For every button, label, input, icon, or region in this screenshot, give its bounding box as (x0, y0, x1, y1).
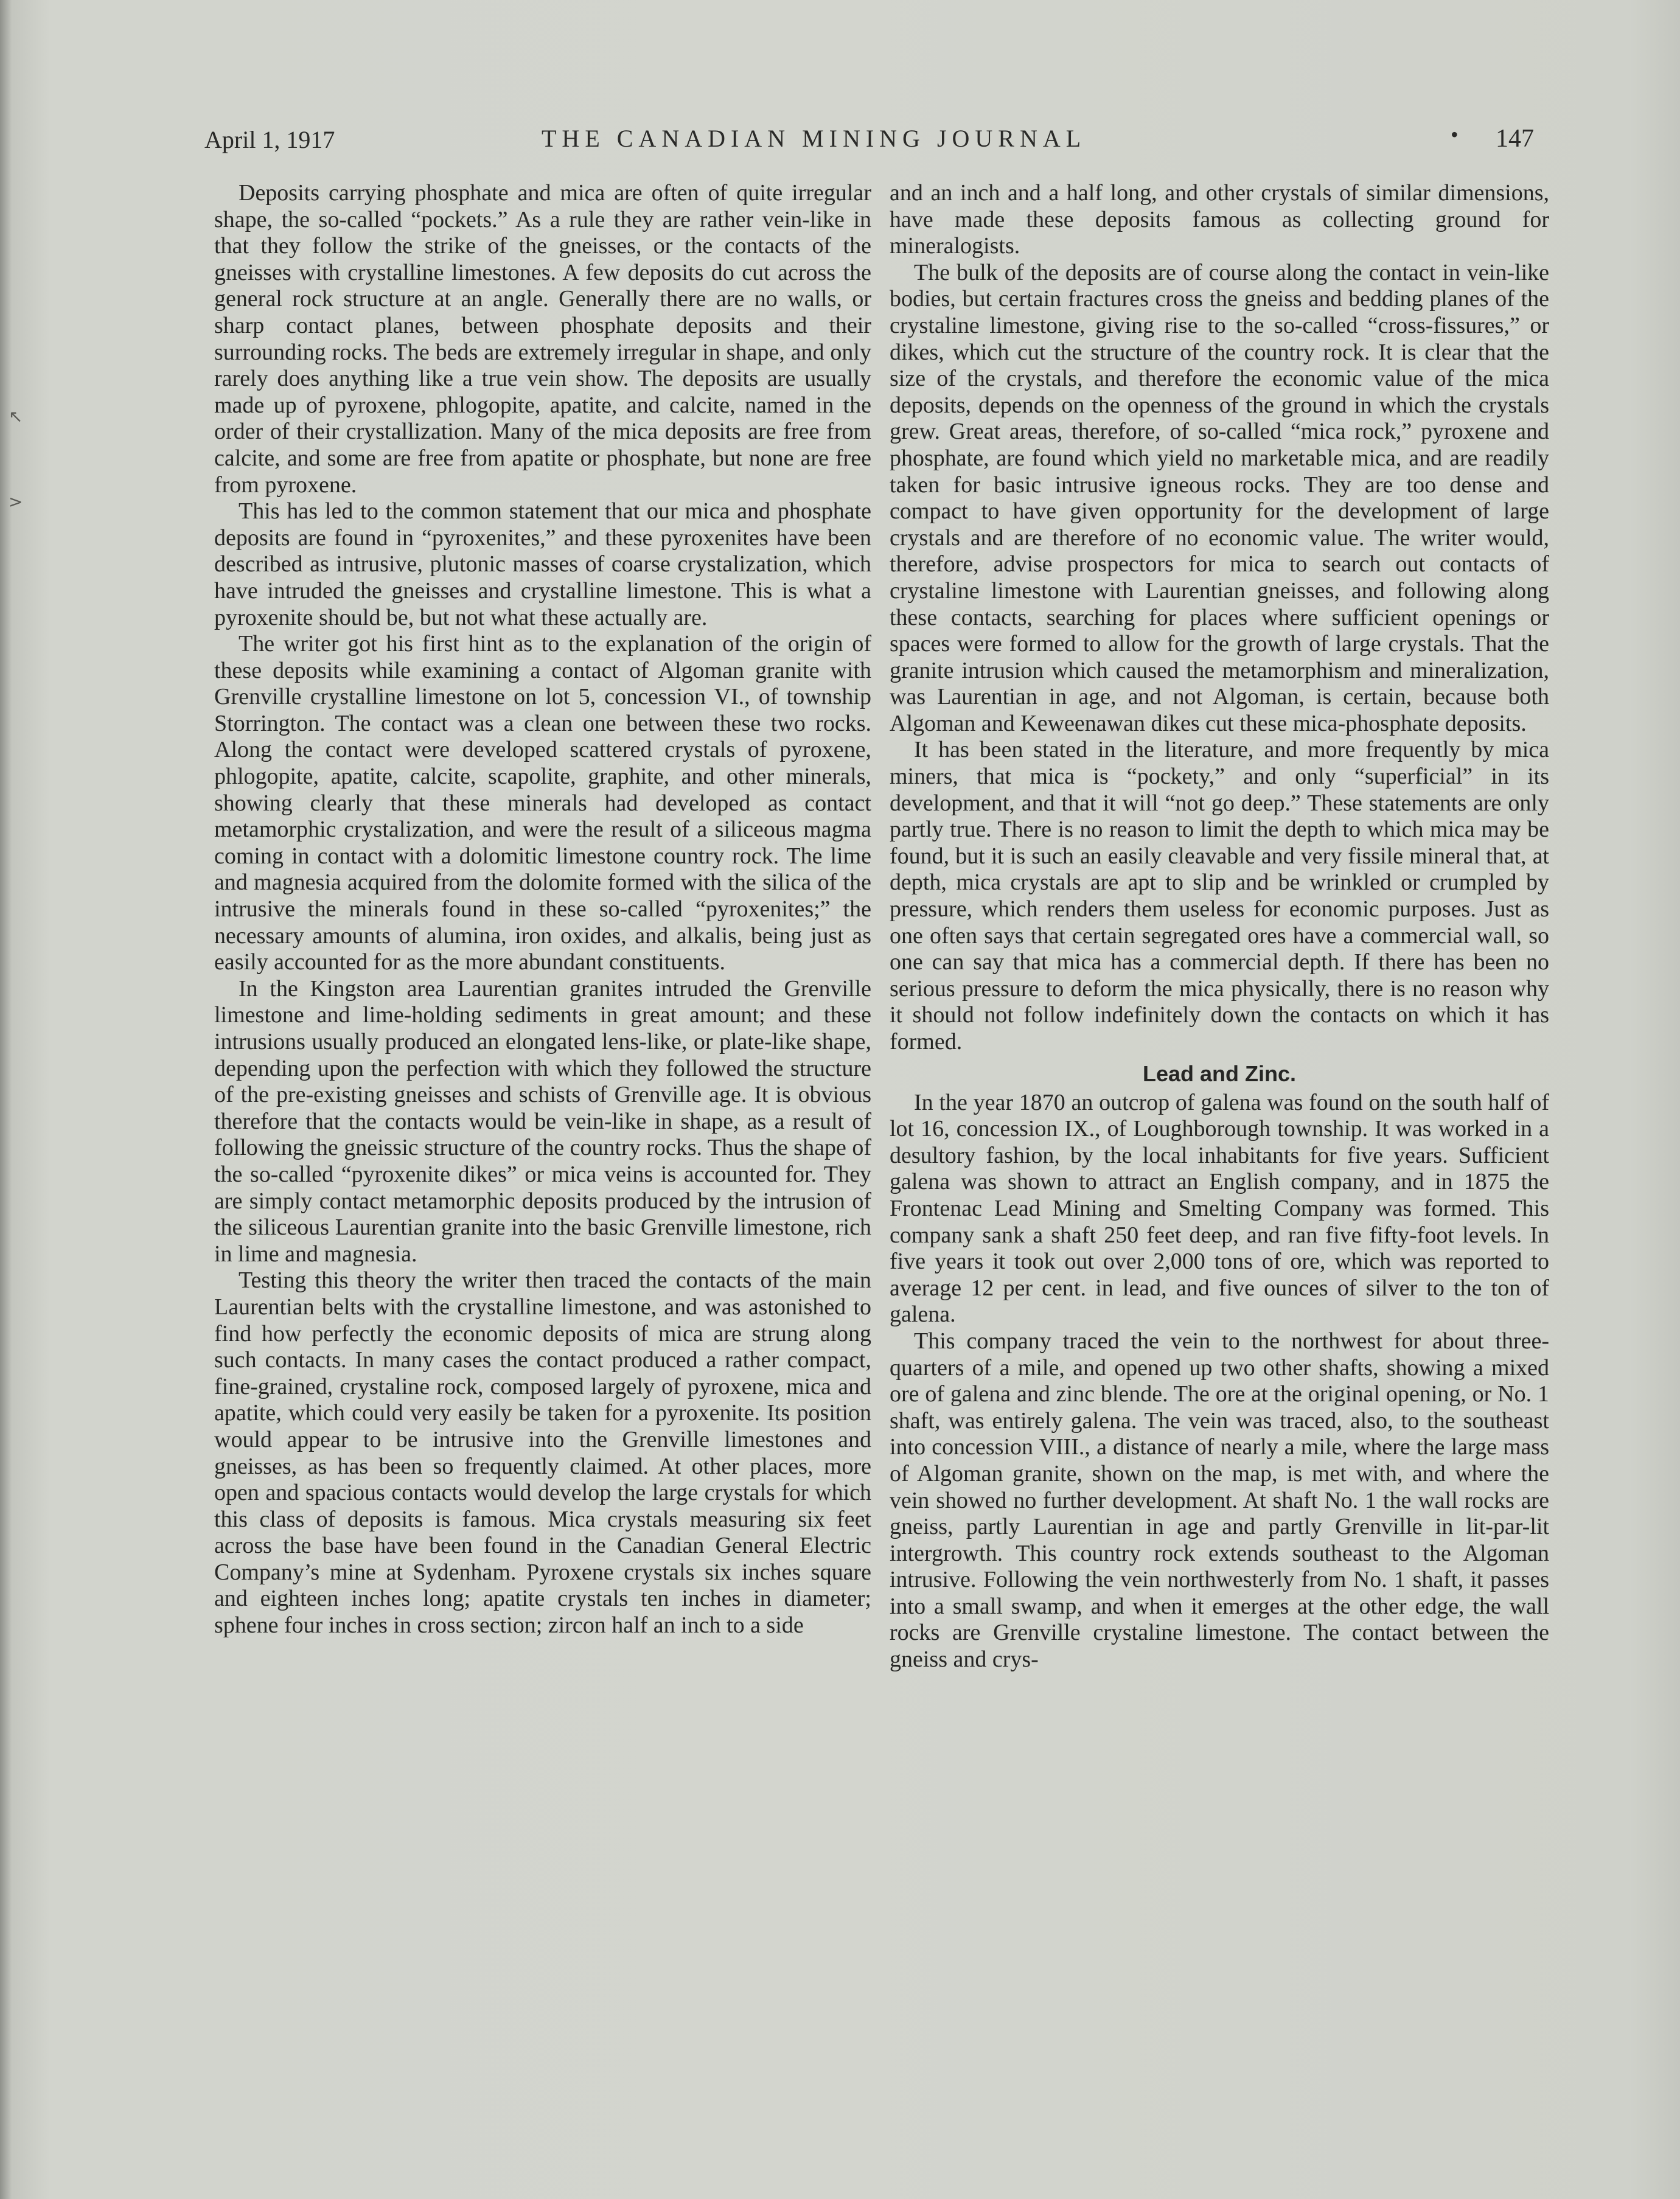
page-number: 147 (1496, 125, 1534, 153)
margin-mark: ↖ (9, 406, 23, 427)
margin-mark: > (9, 492, 23, 512)
paragraph: The bulk of the deposits are of course along the contact in vein-like bodies, but certain fractures cross the gneiss and bedding planes of the crystaline limestone, giving rise to the so-called “cross-fissures,” or dikes, which cut the structure of the country rock. It is clear that the size of the crystals, and therefore the economic value of the mica deposits, depends on the openness of the ground in which the crystals grew. Great areas, therefore, of so-called “mica rock,” pyroxene and phosphate, are found which yield no marketable mica, and are readily taken for basic intrusive igneous rocks. They are too dense and compact to have given opportunity for the development of large crystals and are therefore of no economic value. The writer would, therefore, advise prospectors for mica to search out contacts of crystaline limestone with Laurentian gneisses, and following along these contacts, searching for places where sufficient openings or spaces were formed to allow for the growth of large crystals. That the granite intrusion which caused the metamorphism and mineralization, was Laurentian in age, and not Algoman, is certain, because both Algoman and Keweenawan dikes cut these mica-phosphate deposits. (890, 259, 1549, 736)
page-binding-edge (0, 0, 12, 2199)
right-column (890, 180, 1549, 1673)
section-heading: Lead and Zinc. (1142, 1061, 1297, 1086)
journal-title: THE CANADIAN MINING JOURNAL (542, 125, 1087, 152)
paragraph: This company traced the vein to the northwest for about three-quarters of a mile, and opened up two other shafts, showing a mixed ore of galena and zinc blende. The ore at the original opening, or No. 1 shaft, was entirely galena. The vein was traced, also, to the southeast into concession VIII., a distance of nearly a mile, where the large mass of Algoman granite, shown on the map, is met with, and where the vein showed no further development. At shaft No. 1 the wall rocks are gneiss, partly Laurentian in age and partly Grenville in lit-par-lit intergrowth. This country rock extends southeast to the Algoman intrusive. Following the vein northwesterly from No. 1 shaft, it passes into a small swamp, and when it emerges at the other edge, the wall rocks are Grenville crystaline limestone. The contact between the gneiss and crys- (890, 1328, 1549, 1673)
continued-paragraph: and an inch and a half long, and other crystals of similar dimensions, have made these deposits famous as collecting ground for mineralogists. (890, 180, 1549, 259)
paragraph: Testing this theory the writer then traced the contacts of the main Laurentian belts with the crystalline limestone, and was astonished to find how perfectly the economic deposits of mica are strung along such contacts. In many cases the contact produced a rather compact, fine-grained, crystaline rock, composed largely of pyroxene, mica and apatite, which could very easily be taken for a pyroxenite. Its position would appear to be intrusive into the Grenville limestones and gneisses, as has been so frequently claimed. At other places, more open and spacious contacts would develop the large crystals for which this class of deposits is famous. Mica crystals measuring six feet across the base have been found in the Canadian General Electric Company’s mine at Sydenham. Pyroxene crystals six inches square and eighteen inches long; apatite crystals ten inches in diameter; sphene four inches in cross section; zircon half an inch to a side (214, 1267, 871, 1639)
left-column (214, 180, 871, 1639)
paragraph: In the Kingston area Laurentian granites intruded the Grenville limestone and lime-holding sediments in great amount; and these intrusions usually produced an elongated lens-like, or plate-like shape, depending upon the perfection with which they followed the structure of the pre-existing gneisses and schists of Grenville age. It is obvious therefore that the contacts would be vein-like in shape, as a result of following the gneissic structure of the country rocks. Thus the shape of the so-called “pyroxenite dikes” or mica veins is accounted for. They are simply contact metamorphic deposits produced by the intrusion of the siliceous Laurentian granite into the basic Grenville limestone, rich in lime and magnesia. (214, 975, 871, 1267)
issue-date: April 1, 1917 (204, 126, 335, 153)
paragraph: The writer got his first hint as to the explanation of the origin of these deposits while examining a contact of Algoman granite with Grenville crystalline limestone on lot 5, concession VI., of township Storrington. The contact was a clean one between these two rocks. Along the contact were developed scattered crystals of pyroxene, phlogopite, apatite, calcite, scapolite, graphite, and other minerals, showing clearly that these minerals had developed as contact metamorphic crystalization, and were the result of a siliceous magma coming in contact with a dolomitic limestone country rock. The lime and magnesia acquired from the dolomite formed with the silica of the intrusive the minerals found in these so-called “pyroxenites;” the necessary amounts of alumina, iron oxides, and alkalis, being just as easily accounted for as the more abundant constituents. (214, 631, 871, 975)
paragraph: Deposits carrying phosphate and mica are often of quite irregular shape, the so-called “pockets.” As a rule they are rather vein-like in that they follow the strike of the gneisses, or the contacts of the gneisses with crystalline limestones. A few deposits do cut across the general rock structure at an angle. Generally there are no walls, or sharp contact planes, between phosphate deposits and their surrounding rocks. The beds are extremely irregular in shape, and only rarely does anything like a true vein show. The deposits are usually made up of pyroxene, phlogopite, apatite, and calcite, named in the order of their crystallization. Many of the mica deposits are free from calcite, and some are free from apatite or phosphate, but none are free from pyroxene. (214, 180, 871, 498)
paragraph: This has led to the common statement that our mica and phosphate deposits are found in “pyroxenites,” and these pyroxenites have been described as intrusive, plutonic masses of coarse crystalization, which have intruded the gneisses and crystalline limestone. This is what a pyroxenite should be, but not what these actually are. (214, 498, 871, 630)
paragraph: It has been stated in the literature, and more frequently by mica miners, that mica is “pockety,” and only “superficial” in its development, and that it will “not go deep.” These statements are only partly true. There is no reason to limit the depth to which mica may be found, but it is such an easily cleavable and very fissile mineral that, at depth, mica crystals are apt to slip and be wrinkled or crumpled by pressure, which renders them useless for economic purposes. Just as one often says that certain segregated ores have a commercial wall, so one can say that mica has a commercial depth. If there has been no serious pressure to deform the mica physically, there is no reason why it should not follow indefinitely down the contacts on which it has formed. (890, 737, 1549, 1054)
paragraph: In the year 1870 an outcrop of galena was found on the south half of lot 16, concession IX., of Loughborough township. It was worked in a desultory fashion, by the local inhabitants for five years. Sufficient galena was shown to attract an English company, and in 1875 the Frontenac Lead Mining and Smelting Company was formed. This company sank a shaft 250 feet deep, and ran five fifty-foot levels. In five years it took out over 2,000 tons of ore, which was reported to average 12 per cent. in lead, and five ounces of silver to the ton of galena. (890, 1089, 1549, 1328)
header-bullet: • (1451, 122, 1459, 147)
running-header (204, 122, 1543, 158)
